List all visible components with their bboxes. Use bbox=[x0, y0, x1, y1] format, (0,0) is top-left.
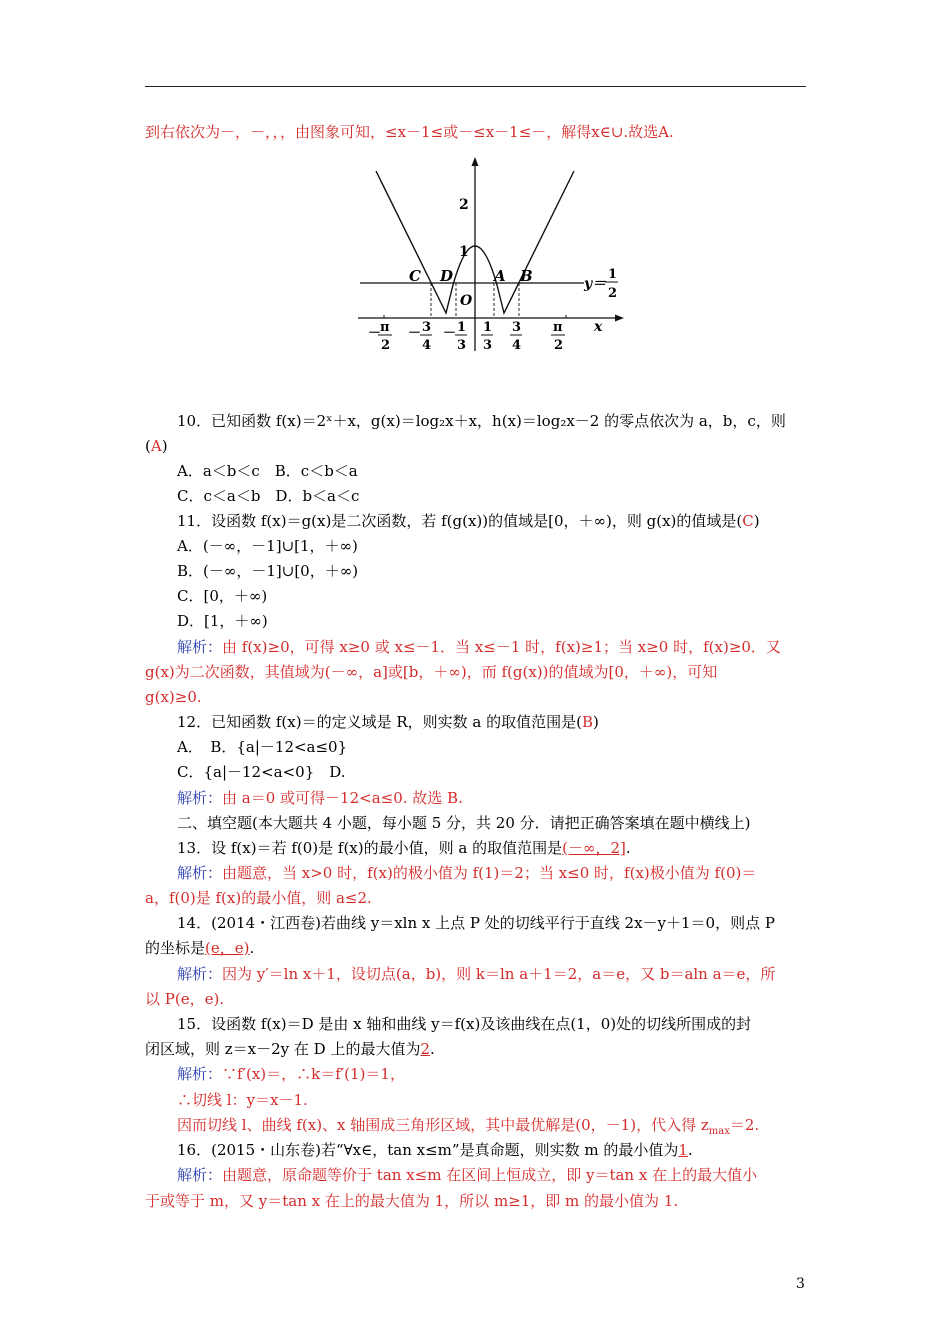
tick-one-third bbox=[481, 320, 493, 353]
text-segment: 到右依次为－，－，，，由图象可知，≤x－1≤或－≤x－1≤－，解得x∈∪.故选A. bbox=[145, 123, 674, 141]
text-line-16 bbox=[145, 788, 806, 808]
text-line-23 bbox=[145, 964, 806, 984]
text-segment: 15．设函数 f(x)＝D 是由 x 轴和曲线 y＝f(x)及该曲线在点(1，0)处的切线所围成的封 bbox=[177, 1015, 752, 1033]
text-segment: 13．设 f(x)＝若 f(0)是 f(x)的最小值，则 a 的取值范围是 bbox=[177, 839, 563, 857]
text-line-0 bbox=[145, 122, 806, 142]
label-o: O bbox=[460, 293, 473, 309]
text-line-3 bbox=[145, 461, 806, 481]
text-line-32 bbox=[145, 1191, 806, 1211]
text-line-18 bbox=[145, 838, 806, 858]
text-segment: 由题意，原命题等价于 tan x≤m 在区间上恒成立，即 y＝tan x 在上的最大值小 bbox=[222, 1166, 758, 1184]
text-segment: ∴切线 l：y＝x－1. bbox=[177, 1091, 308, 1109]
text-segment: 于或等于 m，又 y＝tan x 在上的最大值为 1，所以 m≥1，即 m 的最小值为 1. bbox=[145, 1192, 679, 1210]
text-segment: 因为 y′＝ln x＋1，设切点(a，b)，则 k＝ln a＋1＝2，a＝e，又 b＝aln a＝e，所 bbox=[222, 965, 776, 983]
text-segment: (e，e) bbox=[205, 939, 250, 957]
text-segment: 解析： bbox=[177, 864, 223, 882]
label-half-den: 2 bbox=[608, 286, 618, 301]
text-segment: 由题意，当 x>0 时，f(x)的极小值为 f(1)＝2；当 x≤0 时，f(x)极小值为 f(0)＝ bbox=[222, 864, 757, 882]
text-segment: 14．(2014・江西卷)若曲线 y＝xln x 上点 P 处的切线平行于直线 2x－y＋1＝0，则点 P bbox=[177, 914, 775, 932]
text-line-25 bbox=[145, 1014, 806, 1034]
header-rule bbox=[145, 86, 806, 87]
text-segment: C．{a|－12<a<0} D. bbox=[177, 763, 346, 781]
label-b: B bbox=[520, 267, 533, 285]
text-line-6 bbox=[145, 536, 806, 556]
text-segment: ) bbox=[161, 437, 168, 455]
text-segment: C bbox=[742, 512, 754, 530]
function-graph bbox=[356, 157, 624, 353]
svg-text:－: － bbox=[368, 326, 382, 341]
text-line-19 bbox=[145, 863, 806, 883]
svg-text:3: 3 bbox=[512, 320, 522, 335]
label-one: 1 bbox=[459, 244, 469, 260]
text-segment: 解析： bbox=[177, 638, 223, 656]
text-segment: 12．已知函数 f(x)＝的定义域是 R，则实数 a 的取值范围是( bbox=[177, 713, 582, 731]
text-segment: 解析： bbox=[177, 789, 223, 807]
text-segment: D．[1，＋∞) bbox=[177, 612, 268, 630]
text-segment: ( bbox=[145, 437, 151, 455]
text-line-31 bbox=[145, 1165, 806, 1185]
tick-neg-pi-half bbox=[368, 320, 392, 353]
text-line-30 bbox=[145, 1140, 806, 1160]
text-segment: ) bbox=[753, 512, 760, 530]
text-segment: 16．(2015・山东卷)若“∀x∈，tan x≤m”是真命题，则实数 m 的最小值为 bbox=[177, 1141, 679, 1159]
text-line-12 bbox=[145, 687, 806, 707]
label-c: C bbox=[409, 267, 421, 285]
label-y-eq: y＝ bbox=[584, 276, 607, 292]
text-segment: g(x)为二次函数，其值域为(－∞，a]或[b，＋∞)，而 f(g(x))的值域为[0，＋∞)，可知 bbox=[145, 663, 718, 681]
svg-text:3: 3 bbox=[422, 320, 432, 335]
label-half-num: 1 bbox=[608, 267, 618, 282]
svg-text:2: 2 bbox=[554, 338, 564, 353]
text-segment: ∵f′(x)＝，∴k＝f′(1)＝1， bbox=[222, 1065, 405, 1083]
text-segment: B．(－∞，－1]∪[0，＋∞) bbox=[177, 562, 359, 580]
text-line-28 bbox=[145, 1090, 806, 1110]
text-segment: 二、填空题(本大题共 4 小题，每小题 5 分，共 20 分．请把正确答案填在题中横线上) bbox=[177, 814, 751, 832]
text-segment: 1 bbox=[678, 1141, 688, 1159]
text-segment: A．a＜b＜c B．c＜b＜a bbox=[177, 462, 358, 480]
text-segment: ) bbox=[593, 713, 599, 731]
text-segment: . bbox=[249, 939, 255, 957]
text-line-2 bbox=[145, 436, 806, 456]
text-line-13 bbox=[145, 712, 806, 732]
label-a: A bbox=[494, 267, 506, 285]
text-segment: (－∞，2] bbox=[562, 839, 626, 857]
text-segment: . bbox=[687, 1141, 693, 1159]
text-line-1 bbox=[145, 411, 806, 431]
text-line-22 bbox=[145, 938, 806, 958]
tick-neg-one-third bbox=[443, 320, 467, 353]
x-axis-arrow bbox=[615, 315, 624, 322]
text-segment: 闭区域，则 z＝x－2y 在 D 上的最大值为 bbox=[145, 1040, 421, 1058]
text-line-17 bbox=[145, 813, 806, 833]
text-segment: . bbox=[430, 1040, 435, 1058]
svg-text:4: 4 bbox=[512, 338, 522, 353]
text-segment: A．(－∞，－1]∪[1，＋∞) bbox=[177, 537, 358, 555]
text-segment: max bbox=[708, 1126, 730, 1137]
text-segment: 10．已知函数 f(x)＝2ˣ＋x，g(x)＝log₂x＋x，h(x)＝log₂x－2 的零点依次为 a，b，c，则 bbox=[177, 412, 786, 430]
tick-pi-half bbox=[551, 320, 565, 353]
text-line-10 bbox=[145, 637, 806, 657]
text-segment: 2 bbox=[420, 1040, 431, 1058]
text-line-29 bbox=[145, 1115, 806, 1142]
tick-three-quarters bbox=[510, 320, 522, 353]
label-d: D bbox=[440, 267, 454, 285]
label-x-axis: x bbox=[594, 319, 603, 335]
text-segment: 解析： bbox=[177, 965, 223, 983]
text-segment: A bbox=[150, 437, 162, 455]
text-line-15 bbox=[145, 762, 806, 782]
text-segment: C．[0，＋∞) bbox=[177, 587, 268, 605]
svg-text:π: π bbox=[380, 320, 390, 335]
text-line-20 bbox=[145, 888, 806, 908]
svg-text:2: 2 bbox=[381, 338, 391, 353]
text-segment: B bbox=[581, 713, 593, 731]
text-segment: ＝2. bbox=[729, 1116, 760, 1134]
text-segment: 因而切线 l、曲线 f(x)、x 轴围成三角形区域，其中最优解是(0，－1)，代入得 z bbox=[177, 1116, 709, 1134]
svg-text:π: π bbox=[553, 320, 563, 335]
text-line-11 bbox=[145, 662, 806, 682]
text-line-27 bbox=[145, 1064, 806, 1084]
text-line-26 bbox=[145, 1039, 806, 1059]
svg-text:1: 1 bbox=[457, 320, 467, 335]
text-line-24 bbox=[145, 989, 806, 1009]
text-line-9 bbox=[145, 611, 806, 631]
text-segment: 以 P(e，e). bbox=[145, 990, 225, 1008]
svg-text:3: 3 bbox=[483, 338, 493, 353]
text-line-5 bbox=[145, 511, 806, 531]
text-line-8 bbox=[145, 586, 806, 606]
text-segment: A． B．{a|－12<a≤0} bbox=[177, 738, 348, 756]
text-segment: . bbox=[625, 839, 631, 857]
text-line-4 bbox=[145, 486, 806, 506]
tick-neg-three-quarters bbox=[408, 320, 432, 353]
text-segment: 解析： bbox=[177, 1065, 223, 1083]
text-line-7 bbox=[145, 561, 806, 581]
svg-text:4: 4 bbox=[422, 338, 432, 353]
text-segment: 由 f(x)≥0，可得 x≥0 或 x≤－1．当 x≤－1 时，f(x)≥1；当 x≥0 时，f(x)≥0．又 bbox=[222, 638, 781, 656]
text-segment: 11．设函数 f(x)＝g(x)是二次函数，若 f(g(x))的值域是[0，＋∞)，则 g(x)的值域是( bbox=[177, 512, 743, 530]
text-segment: C．c＜a＜b D．b＜a＜c bbox=[177, 487, 360, 505]
page-number: 3 bbox=[796, 1276, 805, 1292]
text-segment: a，f(0)是 f(x)的最小值，则 a≤2. bbox=[145, 889, 372, 907]
text-segment: 由 a＝0 或可得－12<a≤0. 故选 B. bbox=[222, 789, 463, 807]
y-axis-arrow bbox=[472, 157, 479, 166]
text-segment: g(x)≥0. bbox=[145, 688, 202, 706]
svg-text:－: － bbox=[408, 326, 422, 341]
text-segment: 的坐标是 bbox=[145, 939, 206, 957]
text-line-14 bbox=[145, 737, 806, 757]
svg-text:1: 1 bbox=[483, 320, 493, 335]
text-line-21 bbox=[145, 913, 806, 933]
svg-text:－: － bbox=[443, 326, 457, 341]
text-segment: 解析： bbox=[177, 1166, 223, 1184]
svg-text:3: 3 bbox=[457, 338, 467, 353]
label-two: 2 bbox=[459, 197, 469, 213]
